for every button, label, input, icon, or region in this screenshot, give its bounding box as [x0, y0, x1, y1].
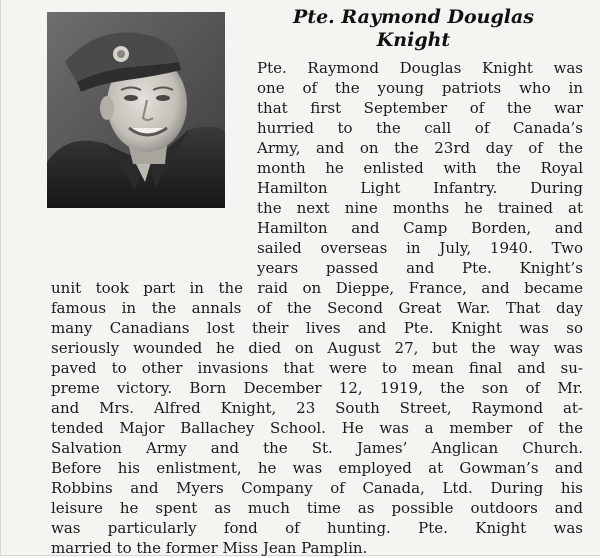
text-line: the next nine months he trained at [257, 199, 583, 217]
text-line: preme victory. Born December 12, 1919, the son of Mr. [51, 379, 583, 397]
text-line: married to the former Miss Jean Pamplin. [51, 539, 368, 557]
page-title [251, 6, 576, 52]
text-line: unit took part in the raid on Dieppe, France, and became [51, 279, 583, 297]
title-line-1: Pte. Raymond Douglas [293, 6, 534, 28]
title-line-2: Knight [376, 29, 451, 51]
text-line: sailed overseas in July, 1940. Two [257, 239, 583, 257]
text-line: leisure he spent as much time as possible outdoors and [51, 499, 583, 517]
text-line: Salvation Army and the St. James’ Anglican Church. [51, 439, 583, 457]
text-line: Pte. Raymond Douglas Knight was [257, 59, 583, 77]
text-line: one of the young patriots who in [257, 79, 583, 97]
text-line: tended Major Ballachey School. He was a member of the [51, 419, 583, 437]
text-line: hurried to the call of Canada’s [257, 119, 583, 137]
text-line: month he enlisted with the Royal [257, 159, 583, 177]
text-line: famous in the annals of the Second Great War. That day [51, 299, 583, 317]
text-line: seriously wounded he died on August 27, but the way was [51, 339, 583, 357]
text-line: was particularly fond of hunting. Pte. Knight was [51, 519, 583, 537]
text-line: years passed and Pte. Knight’s [257, 259, 583, 277]
text-line: many Canadians lost their lives and Pte. Knight was so [51, 319, 583, 337]
text-line: Hamilton and Camp Borden, and [257, 219, 583, 237]
text-line: and Mrs. Alfred Knight, 23 South Street, Raymond at- [51, 399, 583, 417]
text-line: Before his enlistment, he was employed at Gowman’s and [51, 459, 583, 477]
portrait-photo [47, 12, 225, 208]
text-line: that first September of the war [257, 99, 583, 117]
text-line: Army, and on the 23rd day of the [257, 139, 583, 157]
text-line: paved to other invasions that were to mean final and su- [51, 359, 583, 377]
text-line: Robbins and Myers Company of Canada, Ltd. During his [51, 479, 583, 497]
text-line: Hamilton Light Infantry. During [257, 179, 583, 197]
